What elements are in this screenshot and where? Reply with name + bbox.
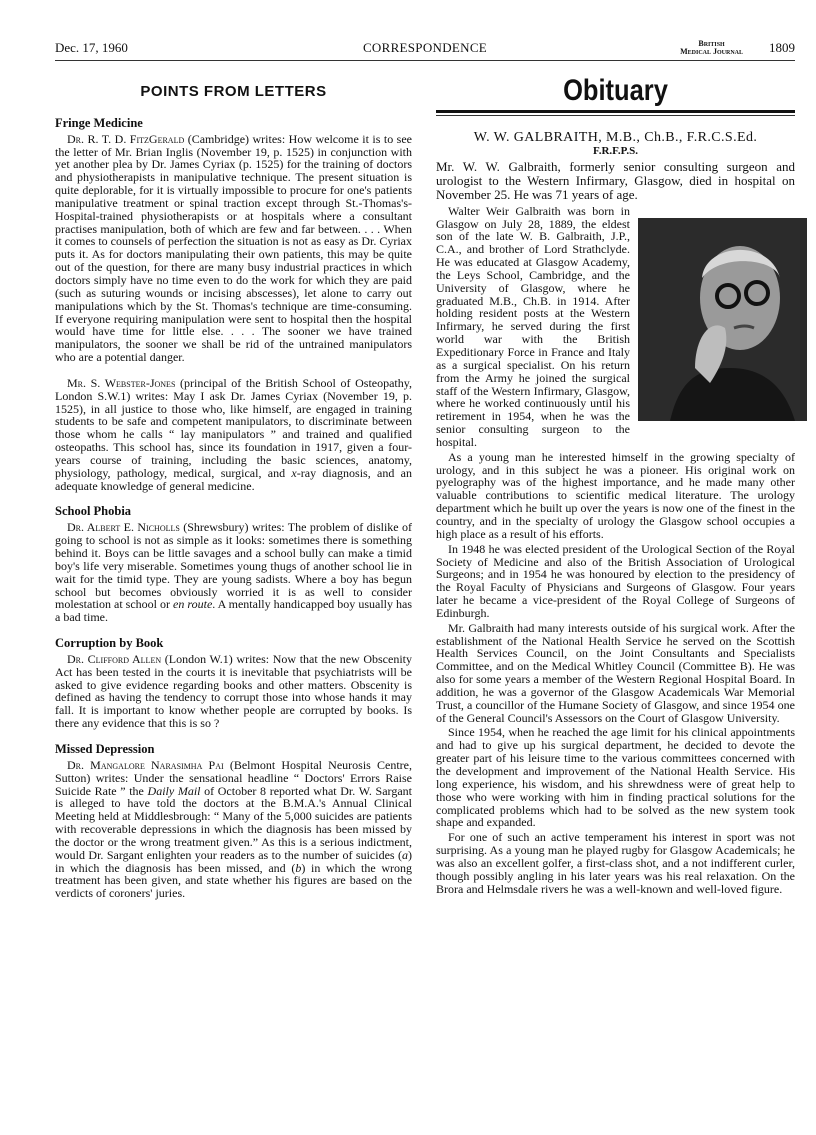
letter-text: . A mentally handicapped boy usually has a bad time. [55,597,412,625]
section-heading: Corruption by Book [55,636,164,651]
obituary-paragraph: In 1948 he was elected president of the Urological Section of the Royal Society of Medicine and also of the British Association of Urological Surgeons; and in 1954 he was honoured by election to the presidency of the Royal Faculty of Physicians and Surgeons of Glasgow. Four years later he became a vice-president of the Royal College of Surgeons of Edinburgh. [436,541,795,620]
obituary-column [436,74,795,897]
letter-section [55,637,412,730]
section-heading: School Phobia [55,504,132,519]
letter-text: x [291,465,297,480]
page-number: 1809 [769,40,795,55]
correspondent-name: Dr. R. T. D. FitzGerald [67,131,185,146]
journal-line1: British [698,39,725,48]
obituary-paragraph: As a young man he interested himself in the growing specialty of urology, and in this subject he was a pioneer. His original work on pyelography was of the highest importance, and he made many other valuable contributions to scientific medical literature. The urology department which he built up over the years is now one of the finest in the country, and in the specialty of urology the Glasgow school occupies a high place as a result of his efforts. [436,449,795,541]
letters-list [55,117,412,900]
letter-text: (Belmont Hospital Neurosis Centre, Sutton) writes: Under the sensational headline “ Doctors' Errors Raise Suicide Rate ” the [55,757,413,798]
letter-text: ) in which the wrong treatment has been given, and state whether his figures are based on the verdicts of coroners' juries. [55,860,412,901]
running-header [55,40,795,60]
title-rule-thick [436,110,795,113]
obituary-lead: Mr. W. W. Galbraith, formerly senior consulting surgeon and urologist to the Western Infirmary, Glasgow, died in hospital on November 25. He was 71 years of age. [436,158,795,203]
letter-text: b [295,860,302,875]
letter-text: en route [173,597,213,612]
letter-section [55,743,412,900]
section-title: CORRESPONDENCE [362,40,488,55]
issue-date: Dec. 17, 1960 [55,40,128,55]
obituary-paragraph-text: Walter Weir Galbraith was born in Glasgow on July 28, 1889, the eldest son of the late W. B. Galbraith, J.P., C.A., and brother of Lord Strathclyde. He was educated at Glasgow Academy, the Leys School, Cambridge, and the University of Glasgow, where he graduated M.B., Ch.B. in 1914. After holding resident posts at the Western Infirmary, he served during the first world war with the British Expeditionary Force in France and Italy as a surgical specialist. On his return from the Army he joined the surgical staff of the Western Infirmary, Glasgow, where he worked continuously until his retirement in 1954, when he was the senior consulting surgeon to the hospital. [436,203,630,449]
letter-text: a [402,847,408,862]
obituary-paragraph: Since 1954, when he reached the age limit for his clinical appointments and had to give up his surgical department, he decided to devote the greater part of his leisure time to the various committees concerned with the development and improvement of the National Health Service. His long experience, his wisdom, and his shrewdness were of great help to those who were working with him in finding practical solutions for the complicated problems which had to be solved as the new system took shape and expanded. [436,725,795,830]
letter-text: -ray diagnosis, and an adequate knowledge of general medicine. [55,465,412,493]
obituary-name: W. W. GALBRAITH, M.B., Ch.B., F.R.C.S.Ed. [473,130,758,145]
portrait-photo [638,218,795,421]
title-rule-thin [436,115,795,116]
journal-line2: Medical Journal [680,47,743,56]
obituary-paragraph [436,205,795,449]
letter-section [55,505,412,624]
letter-paragraph [55,653,412,730]
letter-paragraph [55,377,412,493]
section-heading: Fringe Medicine [55,115,143,130]
letter-paragraph [55,759,412,900]
letter-text: ) in which the diagnosis has been missed, and ( [55,847,412,875]
obituary-paragraph: For one of such an active temperament his interest in sport was not surprising. As a young man he played rugby for Glasgow Academicals; he was also an excellent golfer, a first-class shot, and a not indifferent curler, though possibly angling in his later years was his real relaxation. On the Brora and Helmsdale rivers he was a well-known and well-loved figure. [436,830,795,896]
letter-text: (principal of the British School of Osteopathy, London S.W.1) writes: May I ask Dr. James Cyriax (November 19, p. 1525), in all justice to those who, like himself, are engaged in training students to be safe and competent manipulators, to discriminate between those whom he calls “ lay manipulators ” and trained and qualified osteopaths. This school has, since its foundation in 1917, given a four-years course of training, including the basic sciences, anatomy, physiology, pathology, medical, surgical, and [55,375,412,480]
letter-text: (Cambridge) writes: How welcome it is to see the letter of Mr. Brian Inglis (November 19, p. 1525) in conjunction with yet another plea by Dr. James Cyriax (p. 1525) for the training of doctors and physiotherapists in manipulative technique. The present situation is quite deplorable, for it is virtually impossible to procure for one's patients manipulative treatment or spinal traction except through St.-Thomas's-Hospital-trained physiotherapists or at hospitals where a consultant practises manipulation, both of which are few and far between. . . . When it comes to counsels of perfection the situation is not as easy as Dr. Cyriax puts it. As for doctors manipulating their own patients, this may be quite out of the question, for there are many busy industrial practices in which doctors simply have no time even to do the work for which they are paid (such as suturing wounds or incising abscesses), let alone to carry out manipulations which by the St. Thomas's technique are time-consuming. If everyone requiring manipulation were sent to hospital then the hospital would have time for little else. . . . The sooner we have trained manipulators, the sooner we shall be rid of the untrained manipulators who are a potential danger. [55,131,412,365]
obituary-paragraph: Mr. Galbraith had many interests outside of his surgical work. After the establishment of the National Health Service he served on the Scottish Health Services Council, on the Joint Consultants and Specialists Committee, and on the Medical Whitley Council (Committee B). He was also for some years a member of the Western Regional Hospital Board. In addition, he was a governor of the Glasgow Academicals War Memorial Trust, a councillor of the Humane Society of Glasgow, and since 1954 one of the General Council's Assessors on the Court of Glasgow University. [436,620,795,725]
correspondent-name: Dr. Albert E. Nicholls [67,520,180,535]
journal-name [680,40,743,56]
header-rule [55,60,795,61]
letter-section [55,117,412,493]
obituary-qualifications: F.R.F.P.S. [593,145,638,157]
letter-paragraph [55,521,412,624]
letter-text: of October 8 reported what Dr. W. Sargant is alleged to have told the doctors at the B.M.A.'s Annual Clinical Meeting held at Middlesbrough: “ Many of the 5,000 suicides are patients with recoverable depressions in which the diagnosis has been missed by the doctor or the wrong treatment given.” As this is a serious indictment, would Dr. Sargant enlighten your readers as to the number of suicides ( [55,783,412,862]
points-from-letters-column [55,82,412,913]
correspondent-name: Mr. S. Webster-Jones [67,375,176,390]
letter-text: Daily Mail [147,783,201,798]
correspondent-name: Dr. Clifford Allen [67,651,162,666]
column-title: POINTS FROM LETTERS [140,83,327,100]
letter-paragraph [55,133,412,364]
letter-text: (London W.1) writes: Now that the new Obscenity Act has been tested in the courts it is inevitable that psychiatrists will be asked to give evidence regarding books and other matters. Obscenity is defined as having the tendency to corrupt those into whose hands it may fall. It is important to know whether people are corrupted by books. Is there any evidence that this is so ? [55,651,412,731]
obituary-title: Obituary [563,74,668,107]
letter-text: (Shrewsbury) writes: The problem of dislike of going to school is not as simple as it looks: sometimes there is something behind it. Boys can be little savages and a school bully can make a timid boy's life very miserable. Sometimes young thugs of another school lie in wait for the timid type. They are young sadists. Where a boy has begun school but becomes obviously worried it is as well to consider molestation at school or [55,520,412,612]
portrait-image [650,218,807,421]
correspondent-name: Dr. Mangalore Narasimha Pai [67,757,224,772]
section-heading: Missed Depression [55,741,155,756]
